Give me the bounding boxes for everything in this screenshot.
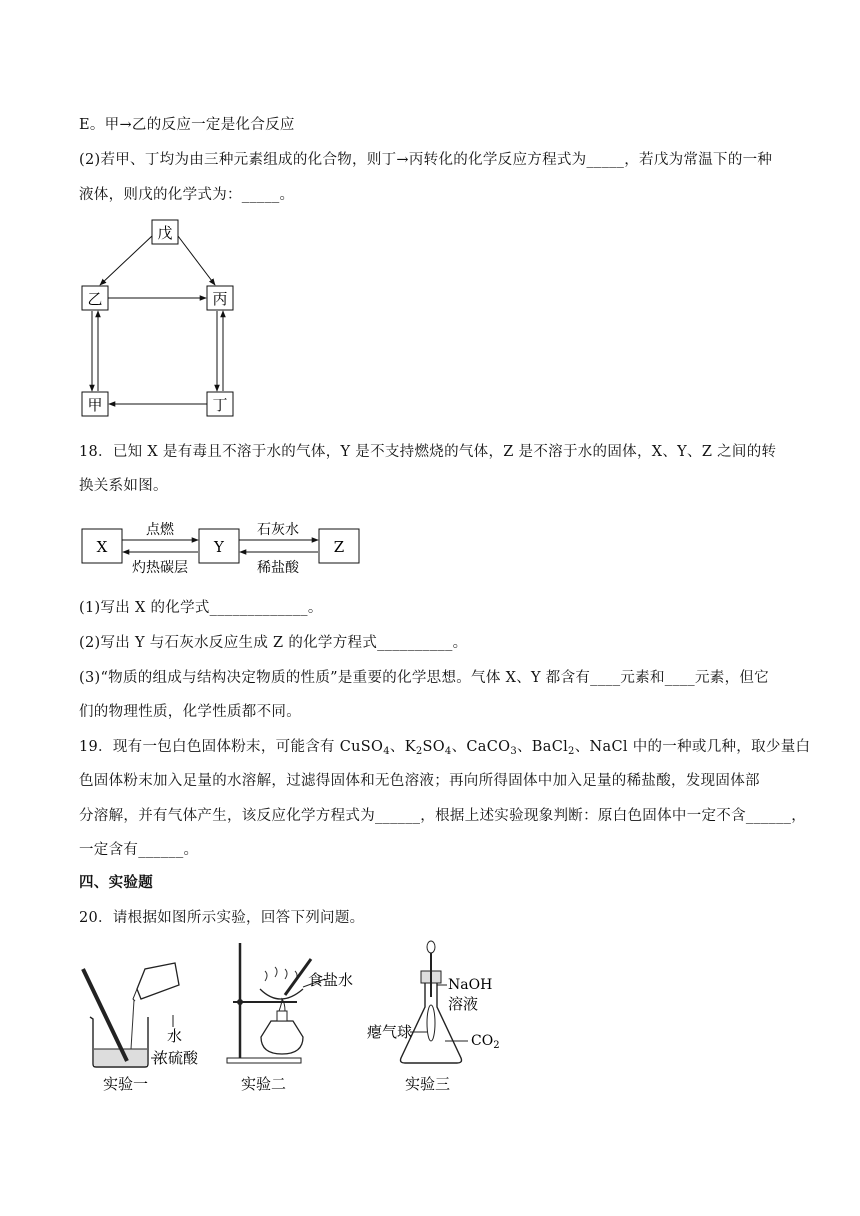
label-conc-acid: 浓硫酸 (153, 1049, 199, 1067)
q20-experiments-figure (75, 937, 515, 1097)
q20-stem: 20．请根据如图所示实验，回答下列问题。 (79, 910, 365, 926)
label-limewater: 石灰水 (257, 522, 299, 538)
q19-line4: 一定含有______。 (79, 842, 199, 858)
caption-exp3: 实验三 (405, 1075, 451, 1093)
label-bing: 丙 (212, 290, 228, 308)
stand-base (227, 1058, 301, 1063)
q19-line3: 分溶解，并有气体产生，该反应化学方程式为______，根据上述实验现象判断：原白色固体中一定不含______， (79, 808, 806, 824)
label-co2: $CO_2$ (471, 1033, 500, 1051)
label-y: Y (214, 538, 224, 556)
q18-xyz-diagram (78, 515, 368, 580)
q18-part2: (2)写出 Y 与石灰水反应生成 Z 的化学方程式__________。 (79, 635, 468, 651)
label-x: X (96, 538, 108, 556)
q17-part2-line2: 液体，则戊的化学式为：_____。 (79, 187, 295, 203)
label-salt-water: 食盐水 (308, 971, 354, 989)
label-hot-carbon: 灼热碳层 (132, 560, 188, 576)
label-yi: 乙 (87, 290, 103, 308)
label-solution: 溶液 (448, 995, 479, 1013)
experiment-one (83, 963, 199, 1093)
q18-stem-line1: 18．已知 X 是有毒且不溶于水的气体，Y 是不支持燃烧的气体，Z 是不溶于水的固体，X、Y、Z 之间的转 (79, 444, 777, 460)
q18-part3-line2: 们的物理性质，化学性质都不同。 (79, 704, 301, 720)
label-naoh: NaOH (448, 977, 493, 993)
caption-exp2: 实验二 (241, 1075, 287, 1093)
label-ignite: 点燃 (146, 522, 174, 538)
section-title: 四、实验题 (79, 874, 153, 891)
arrow-wu-yi (100, 236, 152, 285)
label-ding: 丁 (212, 396, 228, 414)
experiment-two (227, 943, 353, 1093)
q18-part3-line1: (3)“物质的组成与结构决定物质的性质”是重要的化学思想。气体 X、Y 都含有____元素和____元素，但它 (79, 670, 769, 686)
balloon-icon (427, 1005, 435, 1041)
label-balloon: 瘪气球 (367, 1023, 413, 1041)
alcohol-lamp-icon (261, 1021, 303, 1054)
q17-option-e: E。甲→乙的反应一定是化合反应 (79, 117, 295, 133)
arrow-wu-bing (178, 236, 215, 285)
label-wu: 戊 (157, 224, 173, 242)
caption-exp1: 实验一 (103, 1075, 149, 1093)
glass-rod-icon (83, 969, 127, 1061)
label-jia: 甲 (87, 396, 103, 414)
q17-part2-line1: (2)若甲、丁均为由三种元素组成的化合物，则丁→丙转化的化学反应方程式为_____，若戊为常温下的一种 (79, 152, 773, 168)
experiment-three (367, 941, 500, 1093)
label-dilute-hcl: 稀盐酸 (257, 560, 299, 576)
q18-stem-line2: 换关系如图。 (79, 478, 168, 494)
q19-line2: 色固体粉末加入足量的水溶解，过滤得固体和无色溶液；再向所得固体中加入足量的稀盐酸，发现固体部 (79, 773, 760, 789)
q18-part1: (1)写出 X 的化学式_____________。 (79, 600, 323, 616)
label-water: 水 (167, 1027, 183, 1045)
pouring-beaker-icon (137, 963, 179, 999)
q19-line1: 19．现有一包白色固体粉末，可能含有 CuSO$_4$、$K_2SO_4$、CaCO$_3$、BaCl$_2$、NaCl 中的一种或几种，取少量白 (79, 739, 811, 757)
steam-icon (265, 967, 297, 981)
label-z: Z (333, 538, 345, 556)
q17-transformation-diagram (78, 215, 248, 425)
